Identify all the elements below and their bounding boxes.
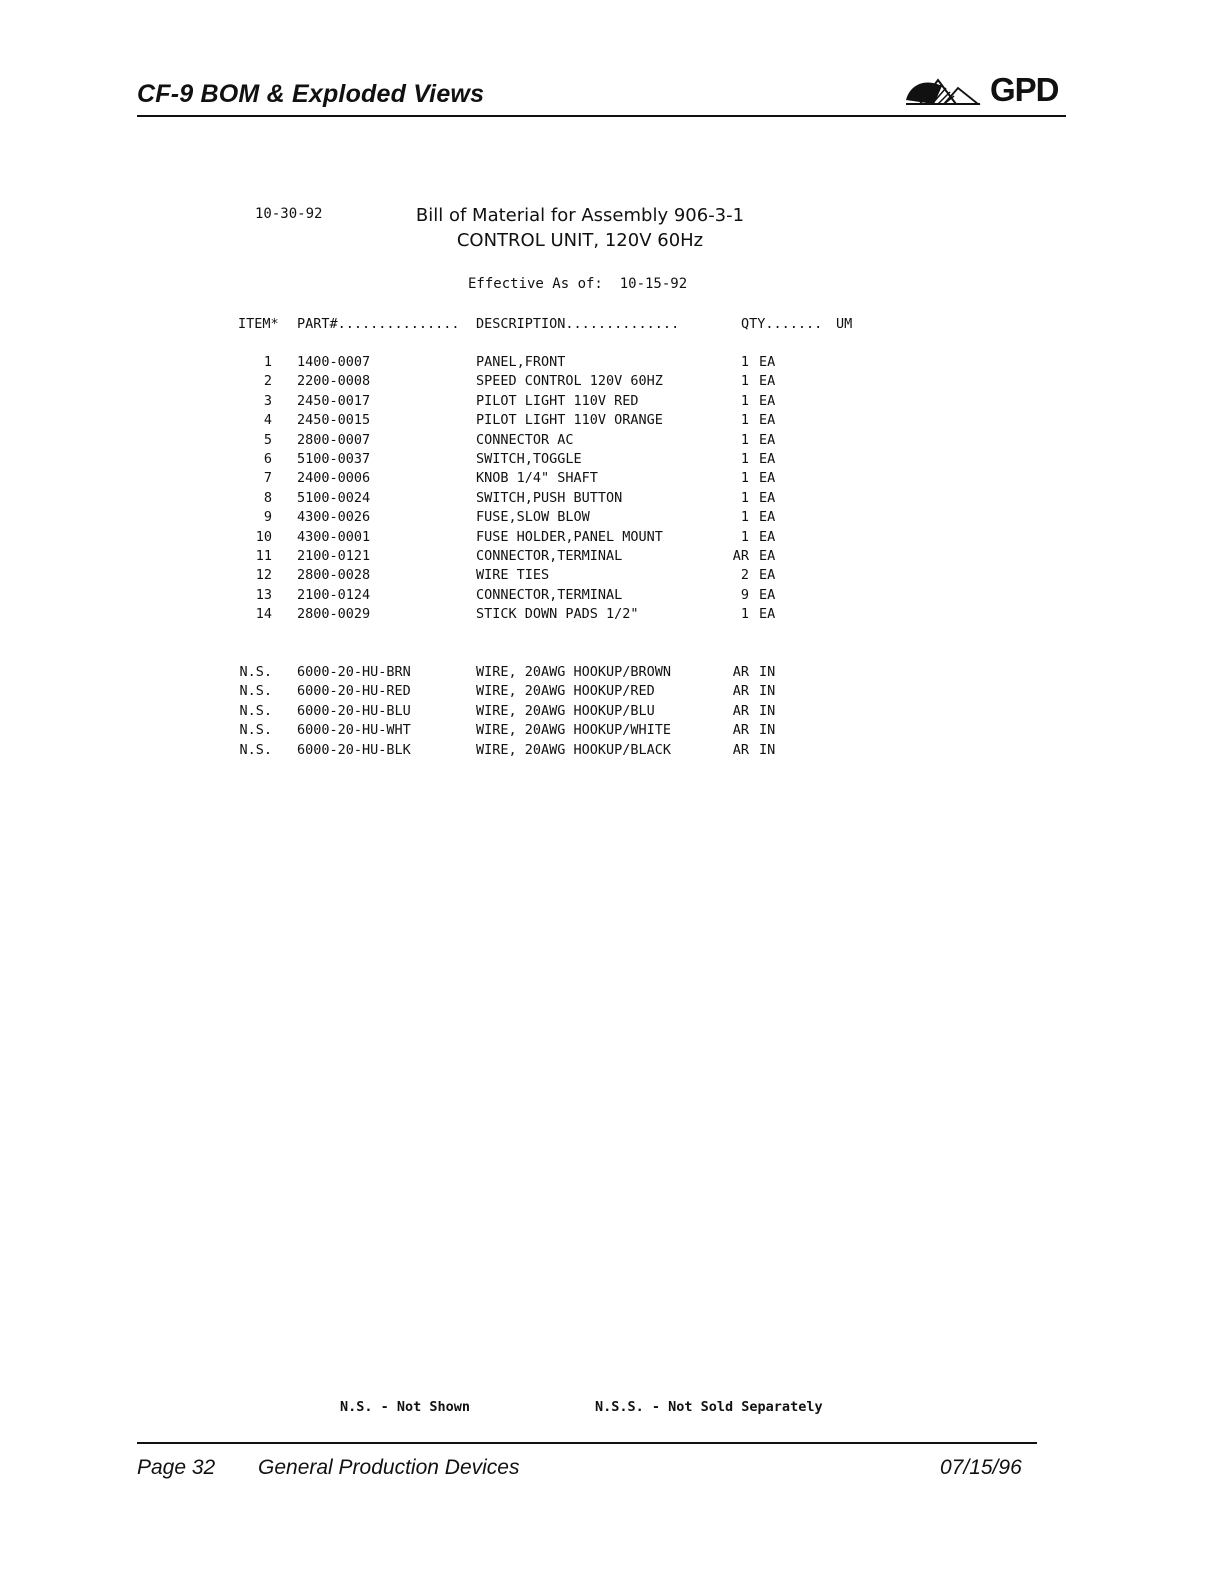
effective-label: Effective As of: <box>468 276 603 292</box>
item-number: N.S. <box>239 664 272 680</box>
unit-of-measure: EA <box>759 373 776 390</box>
bom-title-line1: Bill of Material for Assembly 906-3-1 <box>415 205 745 226</box>
part-description: STICK DOWN PADS 1/2" <box>476 606 639 623</box>
quantity: 1 <box>740 509 749 526</box>
part-description: WIRE, 20AWG HOOKUP/BLU <box>476 702 655 719</box>
part-number: 2200-0008 <box>297 373 371 390</box>
part-description: CONNECTOR,TERMINAL <box>476 586 623 603</box>
bom-date: 10-30-92 <box>255 206 323 222</box>
part-description: PILOT LIGHT 110V RED <box>476 392 639 409</box>
footer-page-number: Page 32 <box>137 1456 216 1479</box>
item-number: 3 <box>263 392 272 409</box>
quantity: 2 <box>740 567 749 584</box>
table-row <box>230 567 930 586</box>
part-description: SWITCH,PUSH BUTTON <box>476 489 623 506</box>
part-description: WIRE, 20AWG HOOKUP/WHITE <box>476 722 672 739</box>
unit-of-measure: IN <box>759 664 776 680</box>
quantity: AR <box>732 547 749 564</box>
part-number: 2400-0006 <box>297 470 371 487</box>
table-row <box>230 451 930 470</box>
bom-title <box>360 203 800 253</box>
part-number: 2100-0124 <box>297 586 371 603</box>
quantity: 9 <box>740 586 749 603</box>
unit-of-measure: IN <box>759 683 776 700</box>
item-number: 10 <box>255 528 272 545</box>
unit-of-measure: EA <box>759 392 776 409</box>
table-row <box>230 354 930 373</box>
company-logo <box>904 70 1069 112</box>
quantity: AR <box>732 664 749 680</box>
part-description: WIRE TIES <box>476 567 550 584</box>
table-row <box>230 509 930 528</box>
unit-of-measure: EA <box>759 586 776 603</box>
item-number: N.S. <box>239 722 272 739</box>
unit-of-measure: IN <box>759 702 776 719</box>
table-row <box>230 373 930 392</box>
part-number: 4300-0026 <box>297 509 371 526</box>
quantity: 1 <box>740 470 749 487</box>
part-number: 4300-0001 <box>297 528 371 545</box>
quantity: AR <box>732 741 749 758</box>
quantity: 1 <box>740 528 749 545</box>
unit-of-measure: EA <box>759 470 776 487</box>
quantity: 1 <box>740 412 749 429</box>
table-row <box>230 742 930 761</box>
footer-divider <box>137 1442 1037 1444</box>
part-number: 6000-20-HU-BLK <box>297 741 411 758</box>
document-title: CF-9 BOM & Exploded Views <box>137 80 485 108</box>
table-row <box>230 490 930 509</box>
table-row <box>230 529 930 548</box>
quantity: AR <box>732 722 749 739</box>
unit-of-measure: IN <box>759 722 776 739</box>
footer-company: General Production Devices <box>258 1456 520 1479</box>
part-description: SPEED CONTROL 120V 60HZ <box>476 373 663 390</box>
item-number: 14 <box>255 606 272 623</box>
part-number: 2450-0017 <box>297 392 371 409</box>
table-row <box>230 722 930 741</box>
part-number: 2800-0029 <box>297 606 371 623</box>
part-number: 2800-0028 <box>297 567 371 584</box>
part-number: 5100-0037 <box>297 450 371 467</box>
part-number: 1400-0007 <box>297 354 371 370</box>
unit-of-measure: EA <box>759 567 776 584</box>
part-number: 6000-20-HU-WHT <box>297 722 411 739</box>
quantity: 1 <box>740 606 749 623</box>
quantity: 1 <box>740 450 749 467</box>
item-number: 1 <box>263 354 272 370</box>
item-number: 12 <box>255 567 272 584</box>
column-header-part: PART#............... <box>297 316 460 332</box>
table-row <box>230 470 930 489</box>
column-header-item: ITEM* <box>238 316 279 332</box>
item-number: 8 <box>263 489 272 506</box>
table-row <box>230 432 930 451</box>
unit-of-measure: IN <box>759 741 776 758</box>
unit-of-measure: EA <box>759 489 776 506</box>
part-description: CONNECTOR,TERMINAL <box>476 547 623 564</box>
note-not-shown: N.S. - Not Shown <box>340 1399 471 1415</box>
part-number: 6000-20-HU-RED <box>297 683 411 700</box>
part-description: PANEL,FRONT <box>476 354 566 370</box>
table-row <box>230 606 930 625</box>
quantity: 1 <box>740 431 749 448</box>
item-number: 5 <box>263 431 272 448</box>
part-description: WIRE, 20AWG HOOKUP/BLACK <box>476 741 672 758</box>
quantity: 1 <box>740 489 749 506</box>
quantity: 1 <box>740 392 749 409</box>
column-header-description: DESCRIPTION.............. <box>476 316 680 332</box>
table-row <box>230 393 930 412</box>
note-not-sold-separately: N.S.S. - Not Sold Separately <box>595 1399 823 1415</box>
part-description: CONNECTOR AC <box>476 431 574 448</box>
table-row <box>230 664 930 683</box>
quantity: AR <box>732 702 749 719</box>
part-description: WIRE, 20AWG HOOKUP/BROWN <box>476 664 672 680</box>
unit-of-measure: EA <box>759 528 776 545</box>
table-row <box>230 683 930 702</box>
unit-of-measure: EA <box>759 431 776 448</box>
item-number: 13 <box>255 586 272 603</box>
item-number: N.S. <box>239 741 272 758</box>
part-description: WIRE, 20AWG HOOKUP/RED <box>476 683 655 700</box>
part-number: 6000-20-HU-BRN <box>297 664 411 680</box>
part-description: FUSE,SLOW BLOW <box>476 509 590 526</box>
unit-of-measure: EA <box>759 606 776 623</box>
quantity: AR <box>732 683 749 700</box>
item-number: 4 <box>263 412 272 429</box>
item-number: N.S. <box>239 683 272 700</box>
bom-items-table <box>230 354 930 625</box>
part-description: SWITCH,TOGGLE <box>476 450 582 467</box>
part-number: 2800-0007 <box>297 431 371 448</box>
header-divider <box>137 115 1066 117</box>
part-description: KNOB 1/4" SHAFT <box>476 470 598 487</box>
column-header-um: UM <box>836 316 853 332</box>
unit-of-measure: EA <box>759 412 776 429</box>
item-number: 2 <box>263 373 272 390</box>
unit-of-measure: EA <box>759 509 776 526</box>
table-row <box>230 587 930 606</box>
unit-of-measure: EA <box>759 354 776 370</box>
part-description: FUSE HOLDER,PANEL MOUNT <box>476 528 663 545</box>
item-number: 11 <box>255 547 272 564</box>
part-description: PILOT LIGHT 110V ORANGE <box>476 412 663 429</box>
part-number: 2100-0121 <box>297 547 371 564</box>
item-number: 9 <box>263 509 272 526</box>
effective-date: 10-15-92 <box>619 276 688 292</box>
bom-title-line2: CONTROL UNIT, 120V 60Hz <box>456 230 704 251</box>
gpd-mark-icon <box>904 70 984 112</box>
quantity: 1 <box>740 354 749 370</box>
item-number: 6 <box>263 450 272 467</box>
bom-not-shown-table <box>230 664 930 761</box>
quantity: 1 <box>740 373 749 390</box>
effective-date-line <box>468 276 687 292</box>
table-row <box>230 548 930 567</box>
unit-of-measure: EA <box>759 450 776 467</box>
part-number: 6000-20-HU-BLU <box>297 702 411 719</box>
item-number: 7 <box>263 470 272 487</box>
part-number: 2450-0015 <box>297 412 371 429</box>
logo-text: GPD <box>990 71 1059 108</box>
part-number: 5100-0024 <box>297 489 371 506</box>
column-header-qty: QTY....... <box>741 316 823 332</box>
footer-date: 07/15/96 <box>940 1456 1022 1479</box>
table-row <box>230 703 930 722</box>
item-number: N.S. <box>239 702 272 719</box>
unit-of-measure: EA <box>759 547 776 564</box>
table-row <box>230 412 930 431</box>
